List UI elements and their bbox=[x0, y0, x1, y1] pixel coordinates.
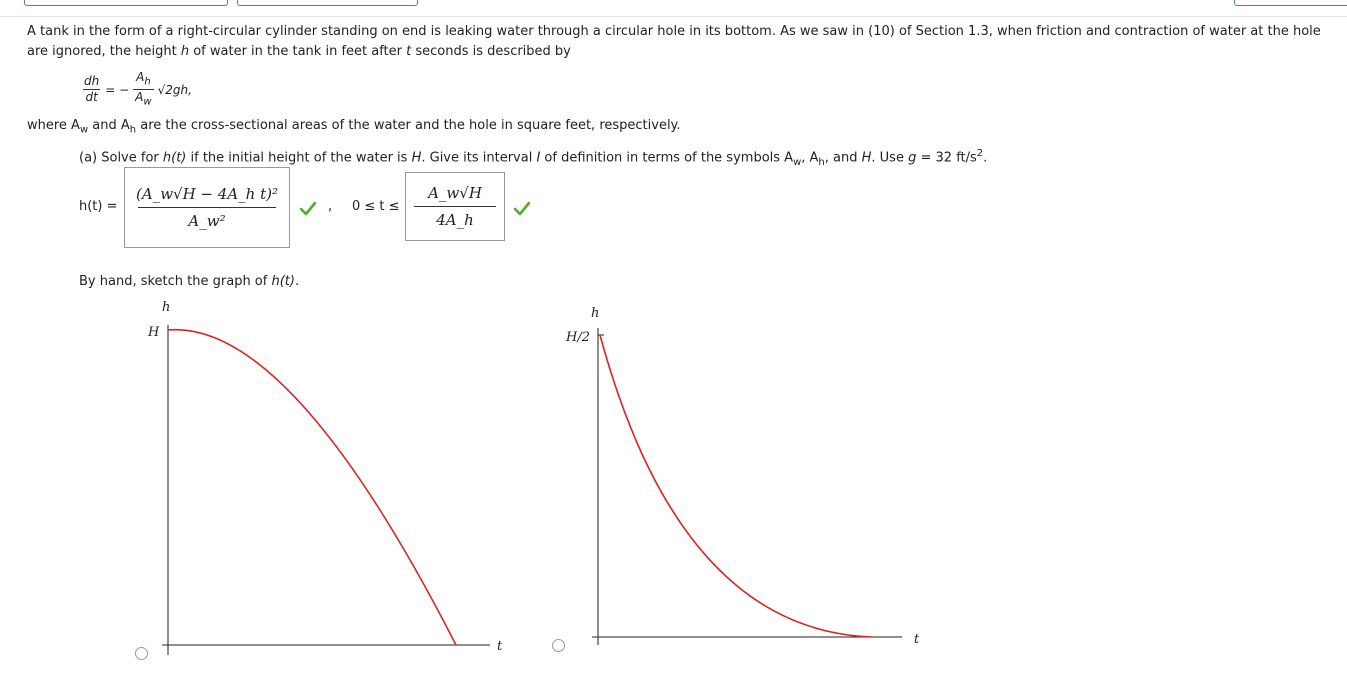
interval-denominator: 4A_h bbox=[436, 211, 474, 229]
check-icon bbox=[514, 202, 530, 216]
graph-2-y-axis-label: h bbox=[591, 306, 600, 321]
graph-2-y-tick-label: H/2 bbox=[566, 330, 590, 345]
eq-rhs-fraction: $\frac{A_h}{A_w}$ bbox=[135, 70, 152, 108]
graph-1-y-axis-label: h bbox=[162, 300, 171, 315]
top-tab-2[interactable] bbox=[237, 0, 418, 6]
interval-numerator: A_w√H bbox=[428, 184, 482, 202]
intro-line-1: A tank in the form of a right-circular cylinder standing on end is leaking water through a circular hole in its bottom. As we saw in (10) of Section 1.3, when friction and contraction of water at the hole bbox=[27, 24, 1321, 39]
graph-2-x-axis-label: t bbox=[914, 632, 920, 647]
differential-equation bbox=[82, 70, 192, 110]
graph-1-curve bbox=[168, 330, 456, 645]
top-divider bbox=[0, 16, 1347, 17]
ht-numerator: (A_w√H − 4A_h t)² bbox=[136, 185, 278, 203]
eq-lhs-fraction: $\frac{dh}{dt}$ bbox=[84, 74, 100, 105]
top-tab-1[interactable] bbox=[24, 0, 228, 6]
check-icon bbox=[300, 202, 316, 216]
interval-fraction-bar bbox=[414, 206, 496, 207]
interval-label: 0 ≤ t ≤ bbox=[352, 199, 400, 214]
top-tab-3[interactable] bbox=[1234, 0, 1347, 6]
intro-line-2: are ignored, the height h of water in the tank in feet after t seconds is described by bbox=[27, 44, 571, 59]
ht-label: h(t) = bbox=[79, 199, 118, 214]
sketch-prompt: By hand, sketch the graph of h(t). bbox=[79, 274, 300, 289]
where-line: where $A_w$ and $A_h$ are the cross-sectional areas of the water and the hole in square feet, respectively. bbox=[27, 118, 681, 136]
eq-equals: = − bbox=[105, 82, 130, 97]
part-a-prompt: (a) Solve for h(t) if the initial height of the water is H. Give its interval I of definition in terms of the symbols $A_w$, $A_h$, and H. Use g = 32 $ft/s^2$. bbox=[79, 148, 988, 168]
graph-1-x-axis-label: t bbox=[497, 639, 503, 654]
ht-answer-field[interactable] bbox=[124, 167, 290, 248]
graph-option-1 bbox=[140, 295, 520, 660]
graph-1-y-tick-label: H bbox=[148, 325, 160, 340]
ht-denominator: A_w² bbox=[188, 212, 226, 230]
answer-separator: , bbox=[328, 199, 333, 214]
graph-2-curve bbox=[600, 335, 872, 637]
ht-fraction-bar bbox=[138, 207, 276, 208]
interval-answer-field[interactable] bbox=[405, 172, 505, 241]
eq-sqrt: √2gh, bbox=[157, 82, 192, 97]
graph-option-2 bbox=[560, 300, 940, 650]
